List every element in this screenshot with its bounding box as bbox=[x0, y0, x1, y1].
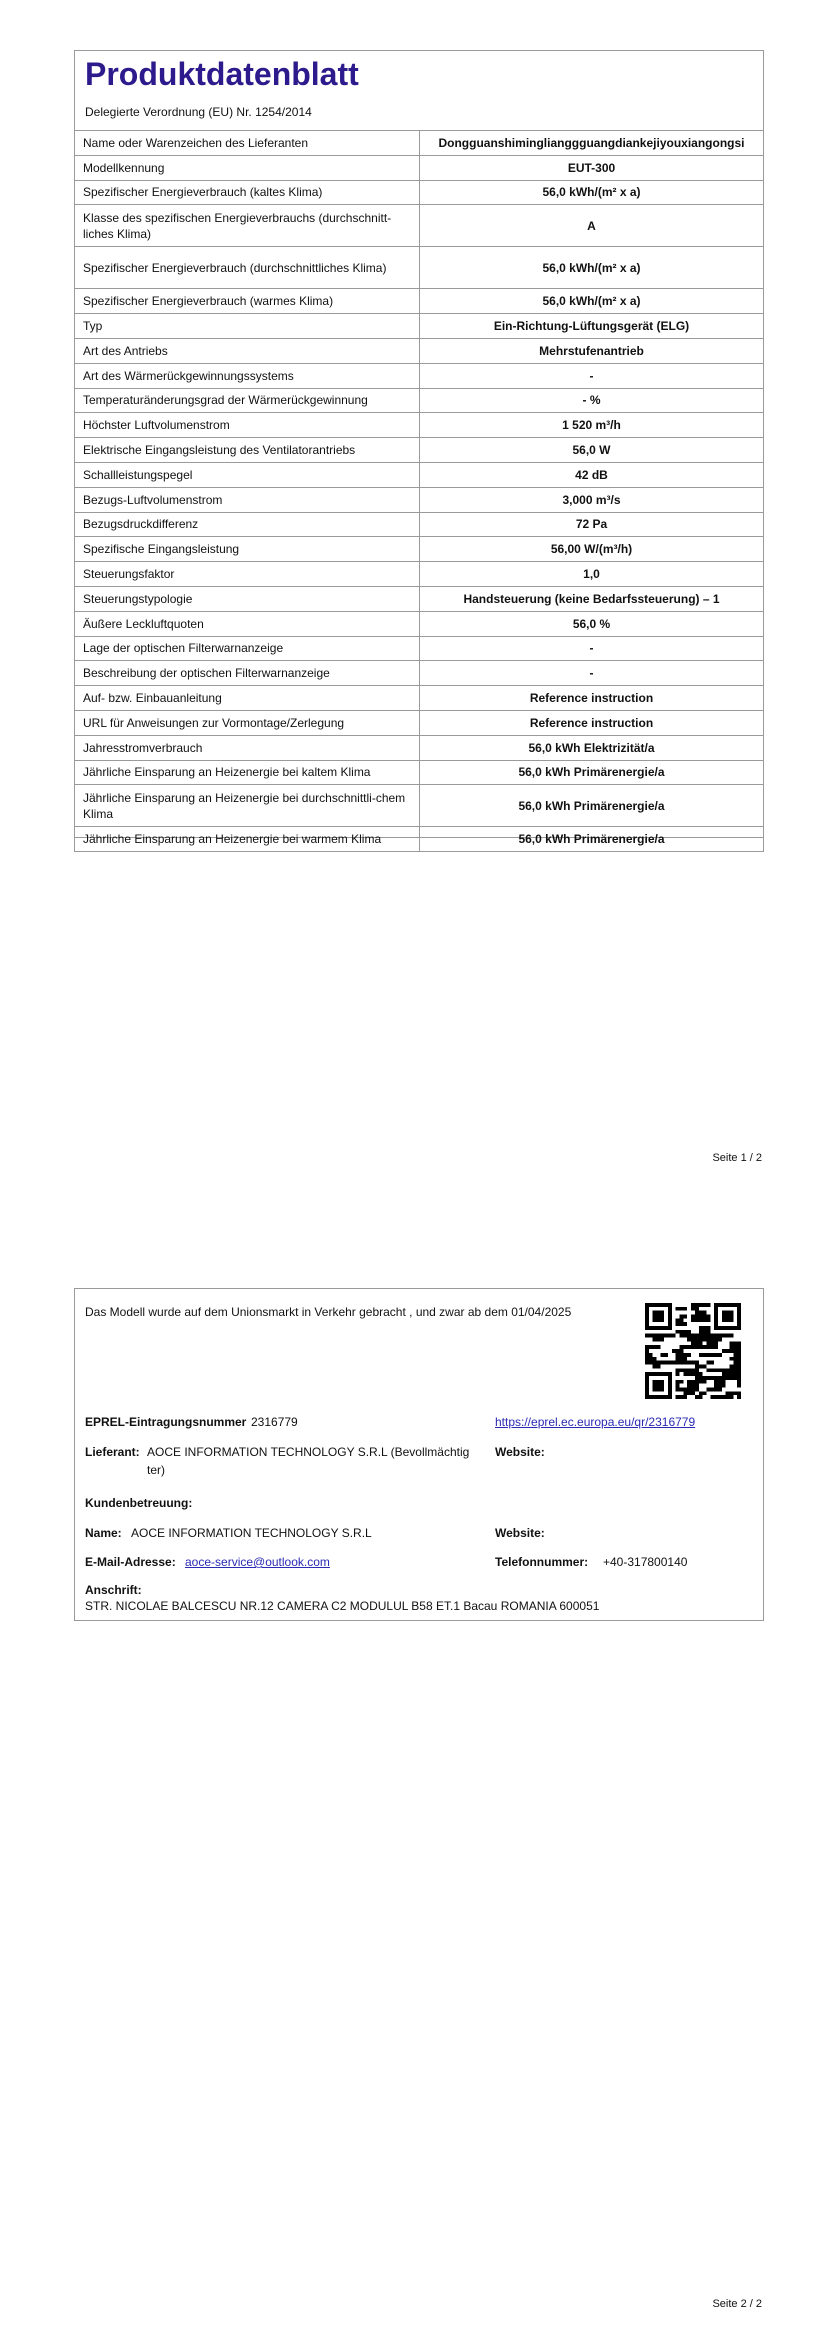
spec-label: Höchster Luftvolumenstrom bbox=[75, 413, 420, 438]
spec-value: Dongguanshiminglianggguangdiankejiyouxiangongsi bbox=[420, 131, 764, 156]
table-row bbox=[75, 636, 764, 661]
supplier-value: AOCE INFORMATION TECHNOLOGY S.R.L (Bevollmächtig ter) bbox=[147, 1445, 470, 1477]
table-row bbox=[75, 413, 764, 438]
table-row bbox=[75, 735, 764, 760]
address-label: Anschrift: bbox=[85, 1583, 142, 1597]
page-number-2: Seite 2 / 2 bbox=[712, 2298, 762, 2310]
spec-label: Jährliche Einsparung an Heizenergie bei durchschnittli-chem Klima bbox=[75, 785, 420, 827]
spec-label: Spezifischer Energieverbrauch (warmes Klima) bbox=[75, 289, 420, 314]
page-number-1: Seite 1 / 2 bbox=[712, 1152, 762, 1164]
market-date-text: Das Modell wurde auf dem Unionsmarkt in Verkehr gebracht , und zwar ab dem 01/04/2025 bbox=[85, 1305, 572, 1319]
address-value: STR. NICOLAE BALCESCU NR.12 CAMERA C2 MODULUL B58 ET.1 Bacau ROMANIA 600051 bbox=[85, 1599, 600, 1613]
spec-value: Reference instruction bbox=[420, 686, 764, 711]
spec-value: 56,00 W/(m³/h) bbox=[420, 537, 764, 562]
spec-label: Bezugsdruckdifferenz bbox=[75, 512, 420, 537]
table-row bbox=[75, 537, 764, 562]
regulation-subtitle: Delegierte Verordnung (EU) Nr. 1254/2014 bbox=[85, 105, 312, 119]
spec-label: Jahresstromverbrauch bbox=[75, 735, 420, 760]
table-row bbox=[75, 827, 764, 852]
table-row bbox=[75, 205, 764, 247]
spec-label: Spezifischer Energieverbrauch (kaltes Klima) bbox=[75, 180, 420, 205]
spec-value: EUT-300 bbox=[420, 155, 764, 180]
table-row bbox=[75, 462, 764, 487]
spec-label: Spezifischer Energieverbrauch (durchschnittliches Klima) bbox=[75, 247, 420, 289]
table-row bbox=[75, 131, 764, 156]
spec-label: Klasse des spezifischen Energieverbrauchs (durchschnitt-liches Klima) bbox=[75, 205, 420, 247]
table-row bbox=[75, 363, 764, 388]
spec-label: Beschreibung der optischen Filterwarnanzeige bbox=[75, 661, 420, 686]
spec-label: Name oder Warenzeichen des Lieferanten bbox=[75, 131, 420, 156]
spec-label: Temperaturänderungsgrad der Wärmerückgewinnung bbox=[75, 388, 420, 413]
spec-value: 72 Pa bbox=[420, 512, 764, 537]
table-row bbox=[75, 388, 764, 413]
spec-value: - bbox=[420, 661, 764, 686]
spec-label: Jährliche Einsparung an Heizenergie bei warmem Klima bbox=[75, 827, 420, 852]
name-value: AOCE INFORMATION TECHNOLOGY S.R.L bbox=[131, 1526, 372, 1540]
market-info-panel bbox=[74, 1288, 764, 1621]
spec-value: 56,0 kWh/(m² x a) bbox=[420, 289, 764, 314]
spec-value: 1 520 m³/h bbox=[420, 413, 764, 438]
spec-value: 56,0 kWh Elektrizität/a bbox=[420, 735, 764, 760]
spec-label: Spezifische Eingangsleistung bbox=[75, 537, 420, 562]
spec-value: 1,0 bbox=[420, 562, 764, 587]
spec-value: 56,0 kWh/(m² x a) bbox=[420, 180, 764, 205]
spec-value: - bbox=[420, 363, 764, 388]
spec-value: 56,0 % bbox=[420, 611, 764, 636]
eprel-number: 2316779 bbox=[251, 1415, 298, 1429]
spec-label: Schallleistungspegel bbox=[75, 462, 420, 487]
spec-value: 56,0 kWh Primärenergie/a bbox=[420, 785, 764, 827]
spec-value: 42 dB bbox=[420, 462, 764, 487]
table-row bbox=[75, 686, 764, 711]
spec-value: Ein-Richtung-Lüftungsgerät (ELG) bbox=[420, 314, 764, 339]
spec-value: - bbox=[420, 636, 764, 661]
spec-value: Mehrstufenantrieb bbox=[420, 338, 764, 363]
product-data-sheet bbox=[74, 50, 764, 847]
table-row bbox=[75, 487, 764, 512]
spec-label: Art des Wärmerückgewinnungssystems bbox=[75, 363, 420, 388]
spec-value: - % bbox=[420, 388, 764, 413]
spec-value: 56,0 kWh/(m² x a) bbox=[420, 247, 764, 289]
spec-value: 3,000 m³/s bbox=[420, 487, 764, 512]
table-row bbox=[75, 438, 764, 463]
table-row bbox=[75, 760, 764, 785]
table-row bbox=[75, 611, 764, 636]
page-title: Produktdatenblatt bbox=[85, 56, 359, 92]
spec-label: Äußere Leckluftquoten bbox=[75, 611, 420, 636]
spec-label: Jährliche Einsparung an Heizenergie bei kaltem Klima bbox=[75, 760, 420, 785]
spec-value: 56,0 kWh Primärenergie/a bbox=[420, 760, 764, 785]
supplier-label: Lieferant: bbox=[85, 1445, 140, 1459]
table-row bbox=[75, 338, 764, 363]
phone-label: Telefonnummer: bbox=[495, 1555, 589, 1569]
spec-label: Art des Antriebs bbox=[75, 338, 420, 363]
website-label-2: Website: bbox=[495, 1526, 545, 1540]
spec-label: Steuerungsfaktor bbox=[75, 562, 420, 587]
spec-value: Handsteuerung (keine Bedarfssteuerung) – 1 bbox=[420, 586, 764, 611]
table-row bbox=[75, 155, 764, 180]
table-row bbox=[75, 247, 764, 289]
customer-service-label: Kundenbetreuung: bbox=[85, 1496, 193, 1510]
qr-code-icon bbox=[645, 1303, 741, 1399]
table-row bbox=[75, 512, 764, 537]
table-row bbox=[75, 710, 764, 735]
table-row bbox=[75, 180, 764, 205]
spec-value: 56,0 W bbox=[420, 438, 764, 463]
table-row bbox=[75, 661, 764, 686]
eprel-link[interactable]: https://eprel.ec.europa.eu/qr/2316779 bbox=[495, 1415, 696, 1429]
spec-label: Lage der optischen Filterwarnanzeige bbox=[75, 636, 420, 661]
email-link[interactable]: aoce-service@outlook.com bbox=[185, 1555, 330, 1569]
spec-label: Modellkennung bbox=[75, 155, 420, 180]
email-label: E-Mail-Adresse: bbox=[85, 1555, 176, 1569]
spec-value: Reference instruction bbox=[420, 710, 764, 735]
table-row bbox=[75, 586, 764, 611]
eprel-label: EPREL-Eintragungsnummer bbox=[85, 1415, 247, 1429]
spec-label: URL für Anweisungen zur Vormontage/Zerlegung bbox=[75, 710, 420, 735]
spec-label: Typ bbox=[75, 314, 420, 339]
website-label-1: Website: bbox=[495, 1445, 545, 1459]
name-label: Name: bbox=[85, 1526, 122, 1540]
spec-label: Bezugs-Luftvolumenstrom bbox=[75, 487, 420, 512]
table-row bbox=[75, 289, 764, 314]
phone-value: +40-317800140 bbox=[603, 1555, 688, 1569]
spec-label: Steuerungstypologie bbox=[75, 586, 420, 611]
table-row bbox=[75, 785, 764, 827]
spec-label: Elektrische Eingangsleistung des Ventilatorantriebs bbox=[75, 438, 420, 463]
table-row bbox=[75, 314, 764, 339]
spec-label: Auf- bzw. Einbauanleitung bbox=[75, 686, 420, 711]
spec-value: A bbox=[420, 205, 764, 247]
spec-table bbox=[74, 130, 764, 852]
spec-value: 56,0 kWh Primärenergie/a bbox=[420, 827, 764, 852]
table-row bbox=[75, 562, 764, 587]
